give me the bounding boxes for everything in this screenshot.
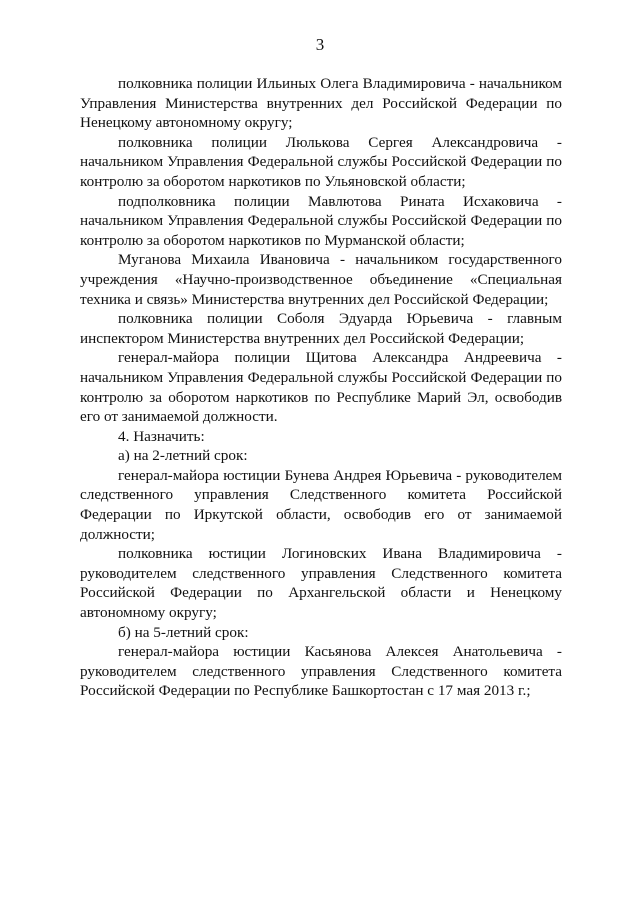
- paragraph-loginovskikh-appointment: полковника юстиции Логиновских Ивана Владимировича - руководителем следственного управления Следственного комитета Российской Федерации по Архангельской области и Ненецкому автономному округу;: [80, 545, 562, 622]
- paragraph-sobol-appointment: полковника полиции Соболя Эдуарда Юрьевича - главным инспектором Министерства внутренних дел Российской Федерации;: [80, 310, 562, 347]
- paragraph-ilinykh-appointment: полковника полиции Ильиных Олега Владимировича - начальником Управления Министерства внутренних дел Российской Федерации по Ненецкому автономному округу;: [80, 75, 562, 132]
- subsection-5-year-term: б) на 5-летний срок:: [118, 623, 249, 641]
- paragraph-bunev-appointment: генерал-майора юстиции Бунева Андрея Юрьевича - руководителем следственного управления Следственного комитета Российской Федерации по Иркутской области, освободив его от занимаемой должности;: [80, 466, 562, 543]
- paragraph-mavlyutov-appointment: подполковника полиции Мавлютова Рината Исхаковича - начальником Управления Федеральной службы Российской Федерации по контролю за оборотом наркотиков по Мурманской области;: [80, 192, 562, 249]
- page-number: 3: [315, 35, 325, 54]
- paragraph-lyulkov-appointment: полковника полиции Люлькова Сергея Александровича - начальником Управления Федеральной службы Российской Федерации по контролю за оборотом наркотиков по Ульяновской области;: [80, 133, 562, 190]
- paragraph-shchitov-appointment: генерал-майора полиции Щитова Александра Андреевича - начальником Управления Федеральной службы Российской Федерации по контролю за оборотом наркотиков по Республике Марий Эл, освободив его от занимаемой должности.: [80, 349, 562, 426]
- document-body: [80, 74, 562, 701]
- paragraph-muganov-appointment: Муганова Михаила Ивановича - начальником государственного учреждения «Научно-производственное объединение «Специальная техника и связь» Министерства внутренних дел Российской Федерации;: [80, 251, 562, 308]
- section-heading-appoint: 4. Назначить:: [118, 427, 205, 445]
- subsection-2-year-term: а) на 2-летний срок:: [118, 447, 248, 465]
- paragraph-kasyanov-appointment: генерал-майора юстиции Касьянова Алексея Анатольевича - руководителем следственного управления Следственного комитета Российской Федерации по Республике Башкортостан с 17 мая 2013 г.;: [80, 643, 562, 700]
